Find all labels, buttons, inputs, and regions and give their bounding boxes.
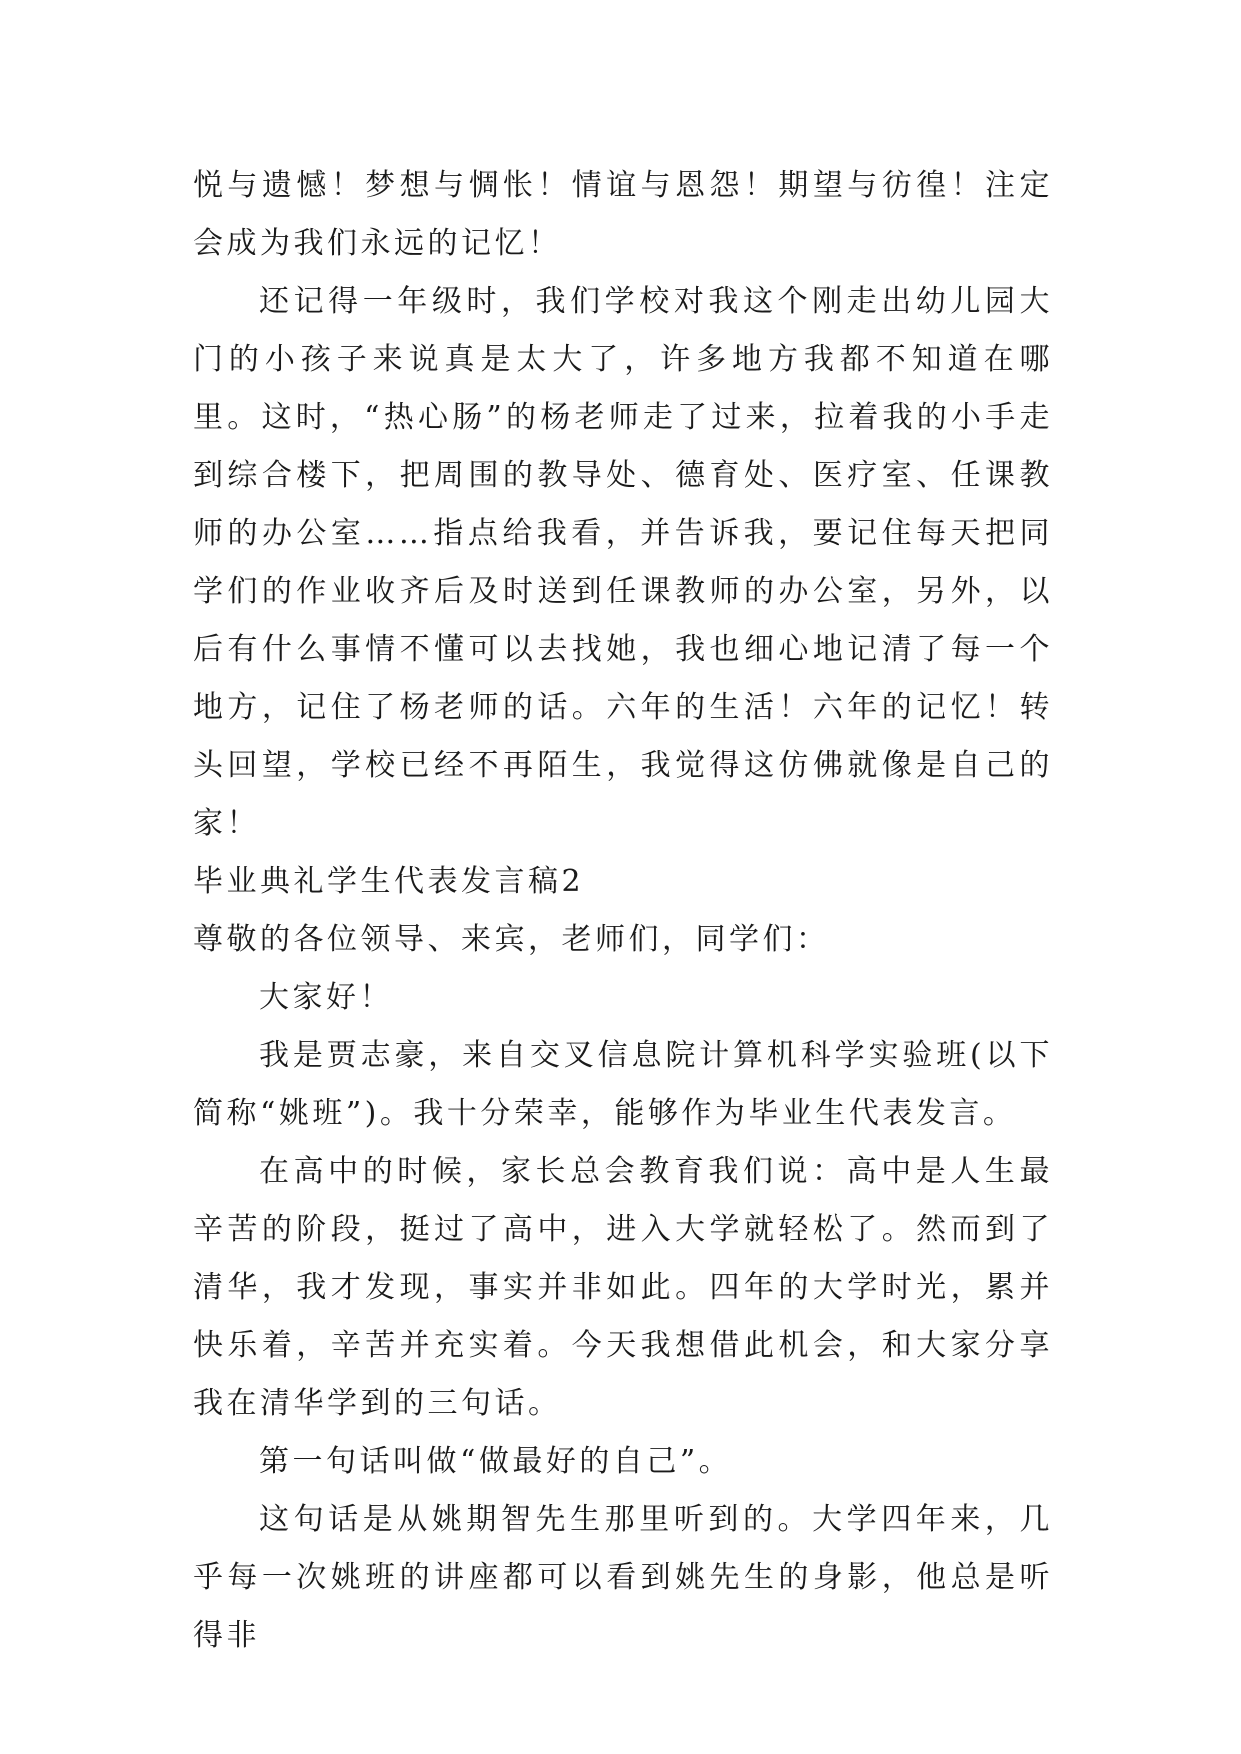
paragraph-highschool: 在高中的时候，家长总会教育我们说：高中是人生最辛苦的阶段，挺过了高中，进入大学就轻松了。然而到了清华，我才发现，事实并非如此。四年的大学时光，累并快乐着，辛苦并充实着。今天我想借此机会，和大家分享我在清华学到的三句话。 (193, 1154, 1053, 1421)
paragraph-2: 还记得一年级时，我们学校对我这个刚走出幼儿园大门的小孩子来说真是太大了，许多地方我都不知道在哪里。这时，“热心肠”的杨老师走了过来，拉着我的小手走到综合楼下，把周围的教导处、德育处、医疗室、任课教师的办公室……指点给我看，并告诉我，要记住每天把同学们的作业收齐后及时送到任课教师的办公室，另外，以后有什么事情不懂可以去找她，我也细心地记清了每一个地方，记住了杨老师的话。六年的生活！六年的记忆！转头回望，学校已经不再陌生，我觉得这仿佛就像是自己的家！ (193, 284, 1053, 841)
salutation: 尊敬的各位领导、来宾，老师们，同学们： (193, 922, 830, 957)
paragraph-first-sentence: 第一句话叫做“做最好的自己”。 (259, 1444, 733, 1479)
greeting: 大家好！ (259, 980, 393, 1015)
paragraph-1: 悦与遗憾！梦想与惆怅！情谊与恩怨！期望与彷徨！注定会成为我们永远的记忆！ (193, 168, 1053, 261)
document-page (193, 157, 1053, 1665)
section-title: 毕业典礼学生代表发言稿2 (193, 864, 585, 899)
paragraph-intro: 我是贾志豪，来自交叉信息院计算机科学实验班(以下简称“姚班”)。我十分荣幸，能够作为毕业生代表发言。 (193, 1038, 1053, 1131)
paragraph-yao: 这句话是从姚期智先生那里听到的。大学四年来，几乎每一次姚班的讲座都可以看到姚先生的身影，他总是听得非 (193, 1502, 1053, 1653)
